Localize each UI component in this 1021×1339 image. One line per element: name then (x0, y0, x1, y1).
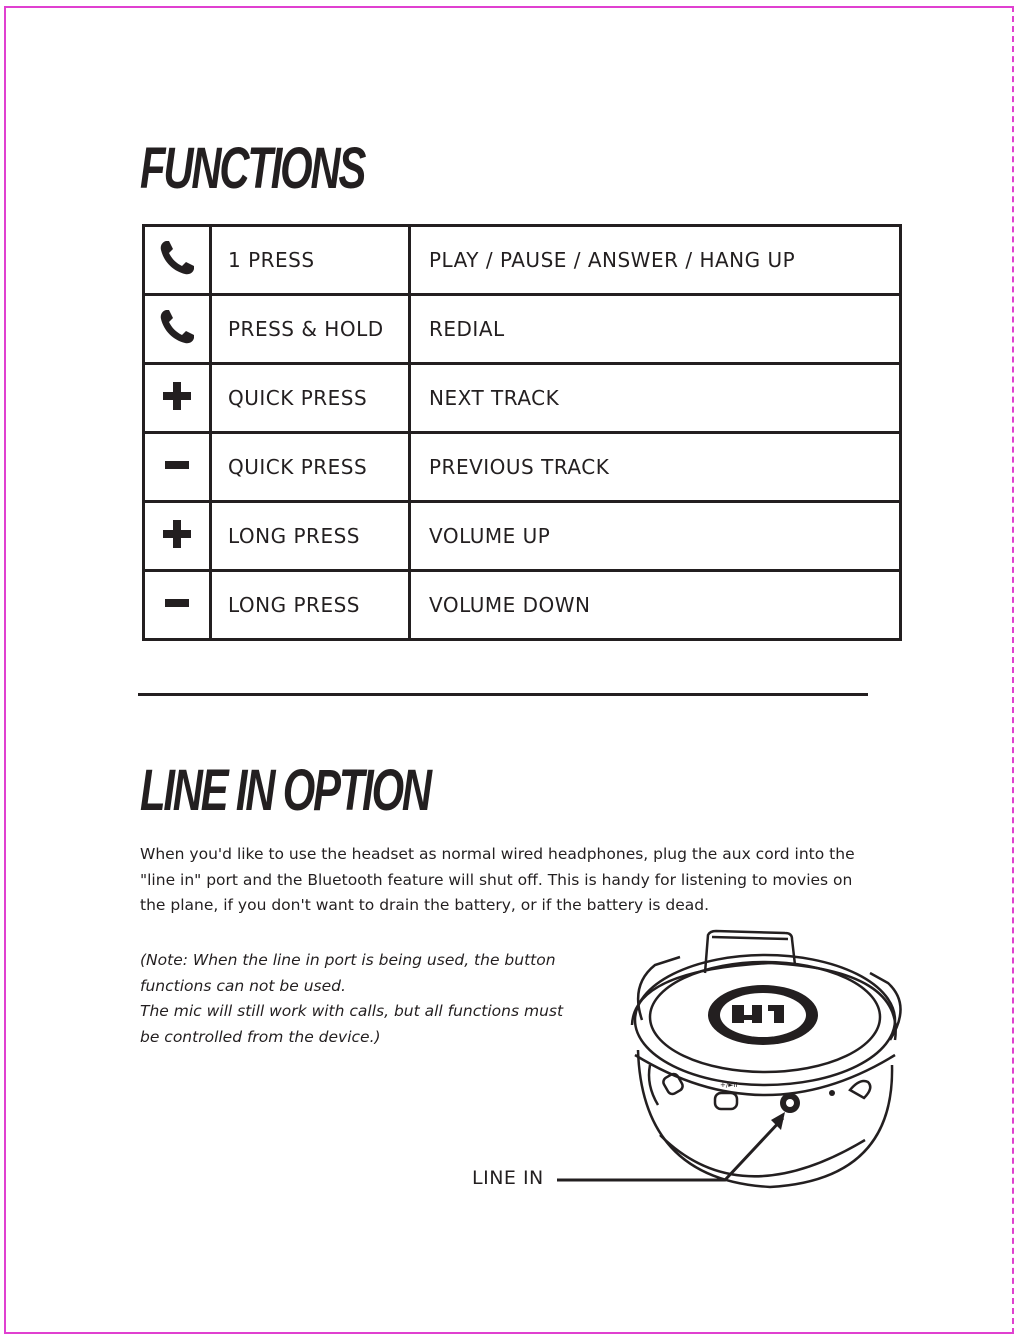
action-cell: VOLUME DOWN (410, 571, 901, 640)
action-cell: PLAY / PAUSE / ANSWER / HANG UP (410, 226, 901, 295)
trim-line-bottom (4, 1332, 1012, 1334)
note-line: (Note: When the line in port is being used, the button (140, 951, 556, 969)
function-icon-cell (144, 571, 211, 640)
svg-text:+/►II: +/►II (720, 1081, 738, 1089)
function-row (144, 295, 901, 364)
function-row (144, 364, 901, 433)
trim-line-right (1012, 6, 1014, 1334)
minus-icon (160, 448, 194, 487)
minus-icon (160, 586, 194, 625)
function-row (144, 502, 901, 571)
section-divider (138, 693, 868, 696)
line-in-heading: LINE IN OPTION (140, 758, 430, 823)
function-icon-cell (144, 295, 211, 364)
note-line: be controlled from the device.) (140, 1027, 381, 1046)
press-type-cell: QUICK PRESS (211, 433, 410, 502)
press-type-cell: QUICK PRESS (211, 364, 410, 433)
function-icon-cell (144, 502, 211, 571)
trim-line-top (4, 6, 1012, 8)
action-cell: VOLUME UP (410, 502, 901, 571)
trim-line-left (4, 6, 6, 1334)
line-in-pointer-arrow (555, 1110, 795, 1190)
plus-icon (160, 379, 194, 418)
function-icon-cell (144, 226, 211, 295)
note-line: The mic will still work with calls, but all functions must (140, 1002, 564, 1020)
phone-icon (157, 238, 197, 283)
action-cell: REDIAL (410, 295, 901, 364)
press-type-cell: PRESS & HOLD (211, 295, 410, 364)
note-line: functions can not be used. (140, 976, 346, 995)
line-in-description: When you'd like to use the headset as normal wired headphones, plug the aux cord into the "line in" port and the Bluetooth feature will shut off. This is handy for listening to movies on the plane, if you don't want to drain the battery, or if the battery is dead. (140, 845, 855, 914)
plus-icon (160, 517, 194, 556)
press-type-cell: LONG PRESS (211, 502, 410, 571)
function-icon-cell (144, 364, 211, 433)
functions-table (142, 224, 902, 641)
function-row (144, 433, 901, 502)
phone-icon (157, 307, 197, 352)
function-row (144, 571, 901, 640)
line-in-note (140, 948, 570, 1050)
functions-heading: FUNCTIONS (140, 136, 365, 201)
press-type-cell: 1 PRESS (211, 226, 410, 295)
line-in-label: LINE IN (472, 1167, 544, 1189)
action-cell: PREVIOUS TRACK (410, 433, 901, 502)
function-icon-cell (144, 433, 211, 502)
press-type-cell: LONG PRESS (211, 571, 410, 640)
function-row (144, 226, 901, 295)
action-cell: NEXT TRACK (410, 364, 901, 433)
